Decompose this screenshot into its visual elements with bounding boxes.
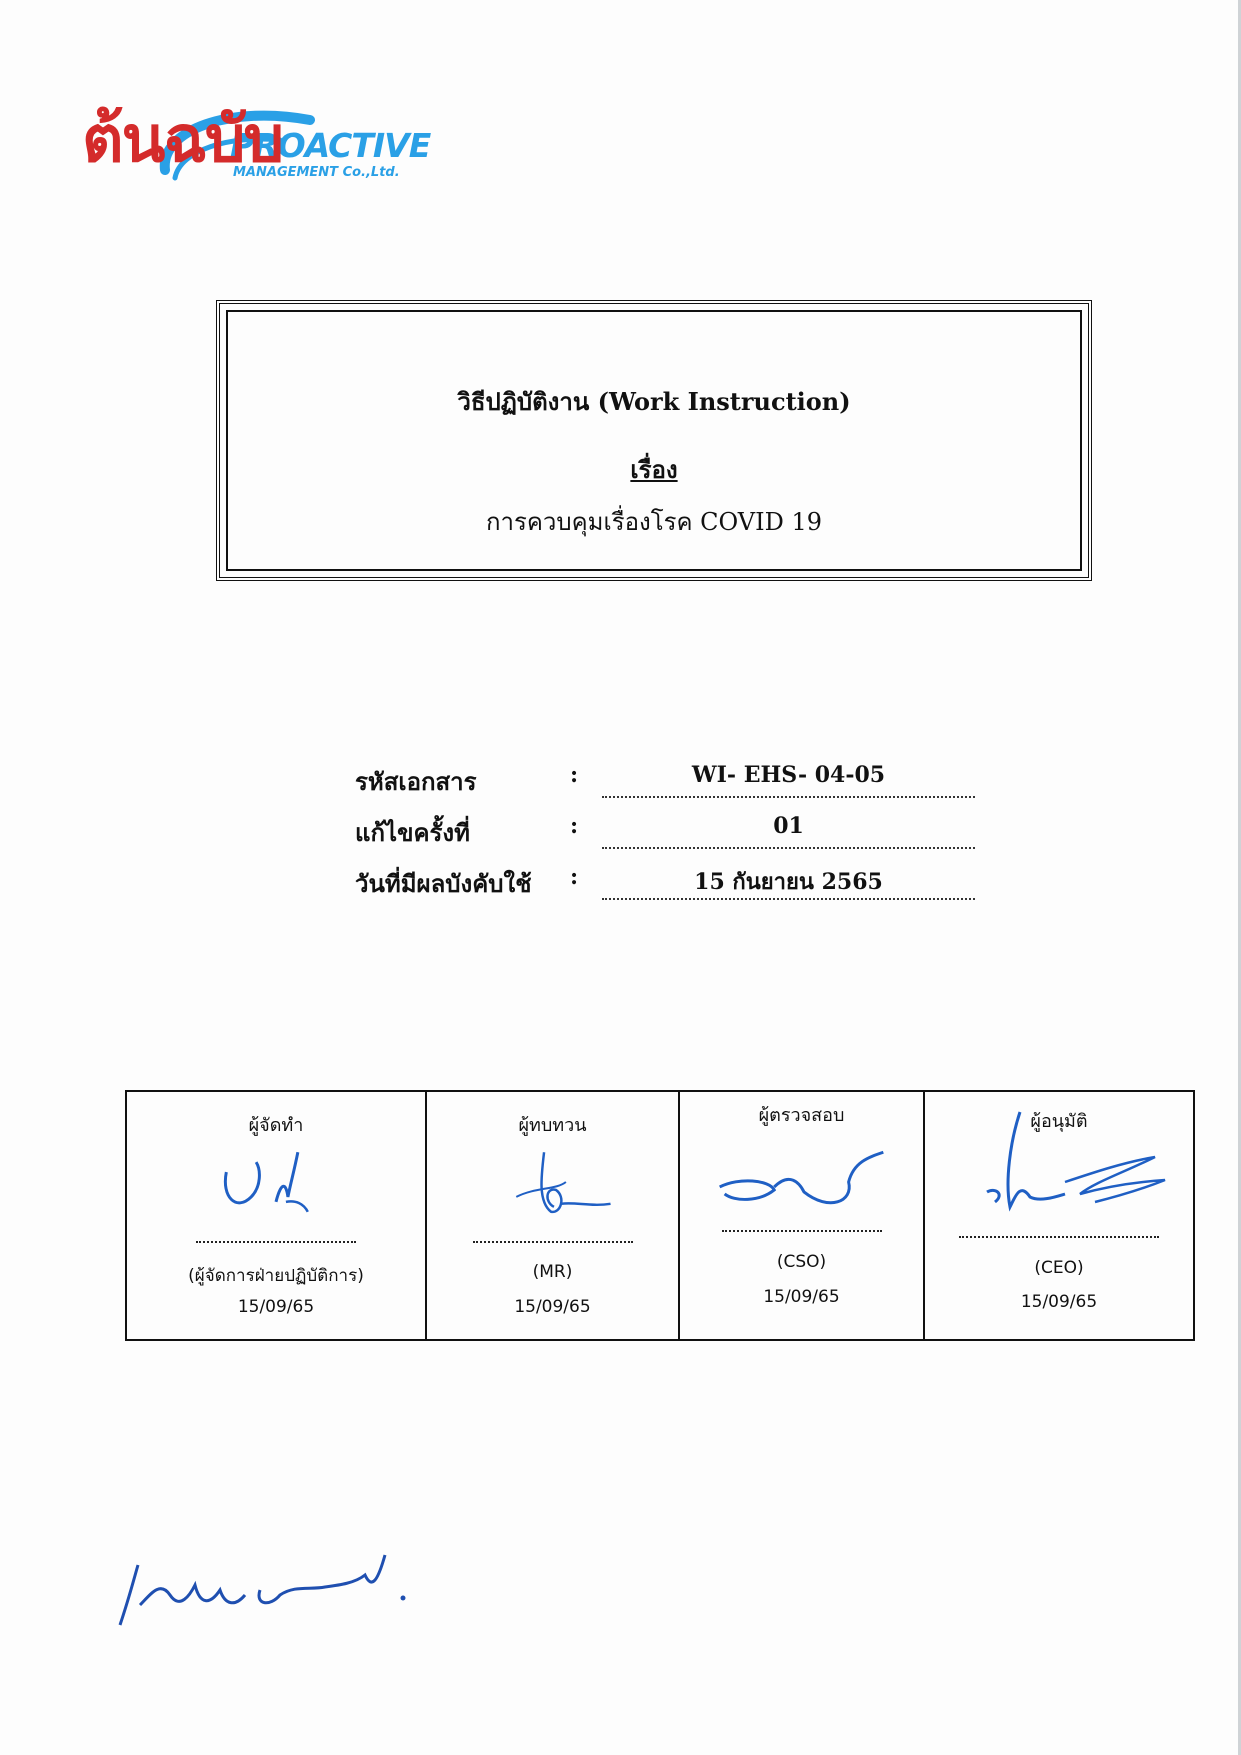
signature-cell-reviewer — [427, 1092, 680, 1339]
document-type-title: วิธีปฏิบัติงาน (Work Instruction) — [457, 387, 851, 416]
signature-date: 15/09/65 — [237, 1297, 315, 1317]
signature-line — [473, 1241, 633, 1243]
info-colon: : — [570, 813, 579, 839]
handwritten-signature-icon — [427, 1142, 678, 1222]
handwritten-signature-icon — [925, 1102, 1193, 1222]
signature-date: 15/09/65 — [763, 1287, 840, 1307]
signature-position: (MR) — [532, 1262, 573, 1282]
info-value: WI- EHS- 04-05 — [602, 762, 975, 798]
info-value: 01 — [602, 813, 975, 849]
signature-position: (ผู้จัดการฝ่ายปฏิบัติการ) — [188, 1266, 364, 1286]
info-value: 15 กันยายน 2565 — [602, 864, 975, 900]
title-box-inner-border — [226, 310, 1082, 571]
signature-table — [125, 1090, 1195, 1341]
original-stamp: ต้นฉบับ — [82, 103, 283, 177]
info-row-document-code — [355, 762, 975, 802]
signature-line — [959, 1236, 1159, 1238]
title-box — [216, 300, 1092, 581]
signature-position: (CSO) — [776, 1252, 827, 1272]
signature-date: 15/09/65 — [514, 1297, 591, 1317]
handwritten-signature-icon — [127, 1142, 425, 1222]
info-label: วันที่มีผลบังคับใช้ — [355, 869, 532, 898]
handwritten-signature-icon — [680, 1142, 923, 1222]
signature-role: ผู้จัดทำ — [248, 1115, 304, 1136]
signature-position: (CEO) — [1034, 1258, 1084, 1278]
signature-cell-preparer — [127, 1092, 427, 1339]
signature-date: 15/09/65 — [1020, 1292, 1098, 1312]
signature-line — [196, 1241, 356, 1243]
signature-role: ผู้อนุมัติ — [1030, 1111, 1088, 1132]
info-row-revision — [355, 813, 975, 853]
signature-line — [722, 1230, 882, 1232]
signature-role: ผู้ทบทวน — [518, 1115, 587, 1136]
signature-cell-inspector — [680, 1092, 925, 1339]
handwritten-signature-icon — [110, 1535, 440, 1655]
signature-role: ผู้ตรวจสอบ — [758, 1105, 845, 1126]
subject-heading: เรื่อง — [630, 455, 678, 484]
info-colon: : — [570, 762, 579, 788]
info-label: รหัสเอกสาร — [355, 767, 477, 796]
logo-sub-text: MANAGEMENT Co.,Ltd. — [233, 165, 400, 180]
info-label: แก้ไขครั้งที่ — [355, 818, 470, 847]
subject-text: การควบคุมเรื่องโรค COVID 19 — [485, 508, 823, 536]
company-logo — [80, 100, 431, 200]
info-colon: : — [570, 864, 579, 890]
signature-cell-approver — [925, 1092, 1193, 1339]
logo-brand-text: PROACTIVE — [230, 126, 431, 165]
info-row-effective-date — [355, 864, 975, 904]
